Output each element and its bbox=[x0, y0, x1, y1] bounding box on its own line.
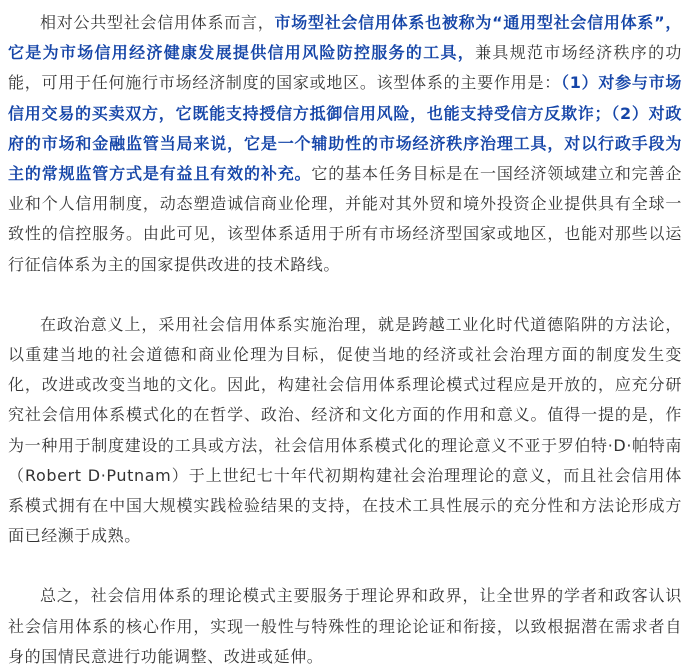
highlighted-text-segment: 市场型社会信用体系也被称为“通用型社会信用体系”，它是为市场信用经济健康发展提供信用风险防控服务的工具， bbox=[8, 13, 682, 63]
highlighted-text-segment: （1）对参与市场信用交易的买卖双方，它既能支持授信方抵御信用风险，也能支持受信方反欺诈；（2）对政府的市场和金融监管当局来说，它是一个辅助性的市场经济秩序治理工具，对以行政手段为主的常规监管方式是有益且有效的补充。 bbox=[8, 73, 682, 184]
text-segment: 在政治意义上，采用社会信用体系实施治理，就是跨越工业化时代道德陷阱的方法论，以重建当地的社会道德和商业伦理为目标，促使当地的经济或社会治理方面的制度发生变化，改进或改变当地的文化。因此，构建社会信用体系理论模式过程应是开放的，应充分研究社会信用体系模式化的在哲学、政治、经济和文化方面的作用和意义。值得一提的是，作为一种用于制度建设的工具或方法，社会信用体系模式化的理论意义不亚于罗伯特·D·帕特南（Robert D·Putnam）于上世纪七十年代初期构建社会治理理论的意义，而且社会信用体系模式拥有在中国大规模实践检验结果的支持，在技术工具性展示的充分性和方法论形成方面已经濒于成熟。 bbox=[8, 314, 682, 546]
text-segment: 相对公共型社会信用体系而言， bbox=[40, 13, 275, 32]
paragraph-market-credit-system bbox=[8, 8, 682, 280]
paragraph-political-significance bbox=[8, 310, 682, 552]
text-segment: 兼具规范市场经济秩序的功能，可用于任何施行市场经济制度的国家或地区。该型体系的主要作用是： bbox=[8, 43, 683, 93]
paragraph-conclusion bbox=[8, 581, 682, 672]
text-segment: 它的基本任务目标是在一国经济领域建立和完善企业和个人信用制度，动态塑造诚信商业伦理，并能对其外贸和境外投资企业提供具有全球一致性的信控服务。由此可见，该型体系适用于所有市场经济型国家或地区，也能对那些以运行征信体系为主的国家提供改进的技术路线。 bbox=[8, 164, 682, 274]
text-segment: 总之，社会信用体系的理论模式主要服务于理论界和政界，让全世界的学者和政客认识社会信用体系的核心作用，实现一般性与特殊性的理论论证和衔接，以致根据潜在需求者自身的国情民意进行功能调整、改进或延伸。 bbox=[8, 586, 682, 666]
